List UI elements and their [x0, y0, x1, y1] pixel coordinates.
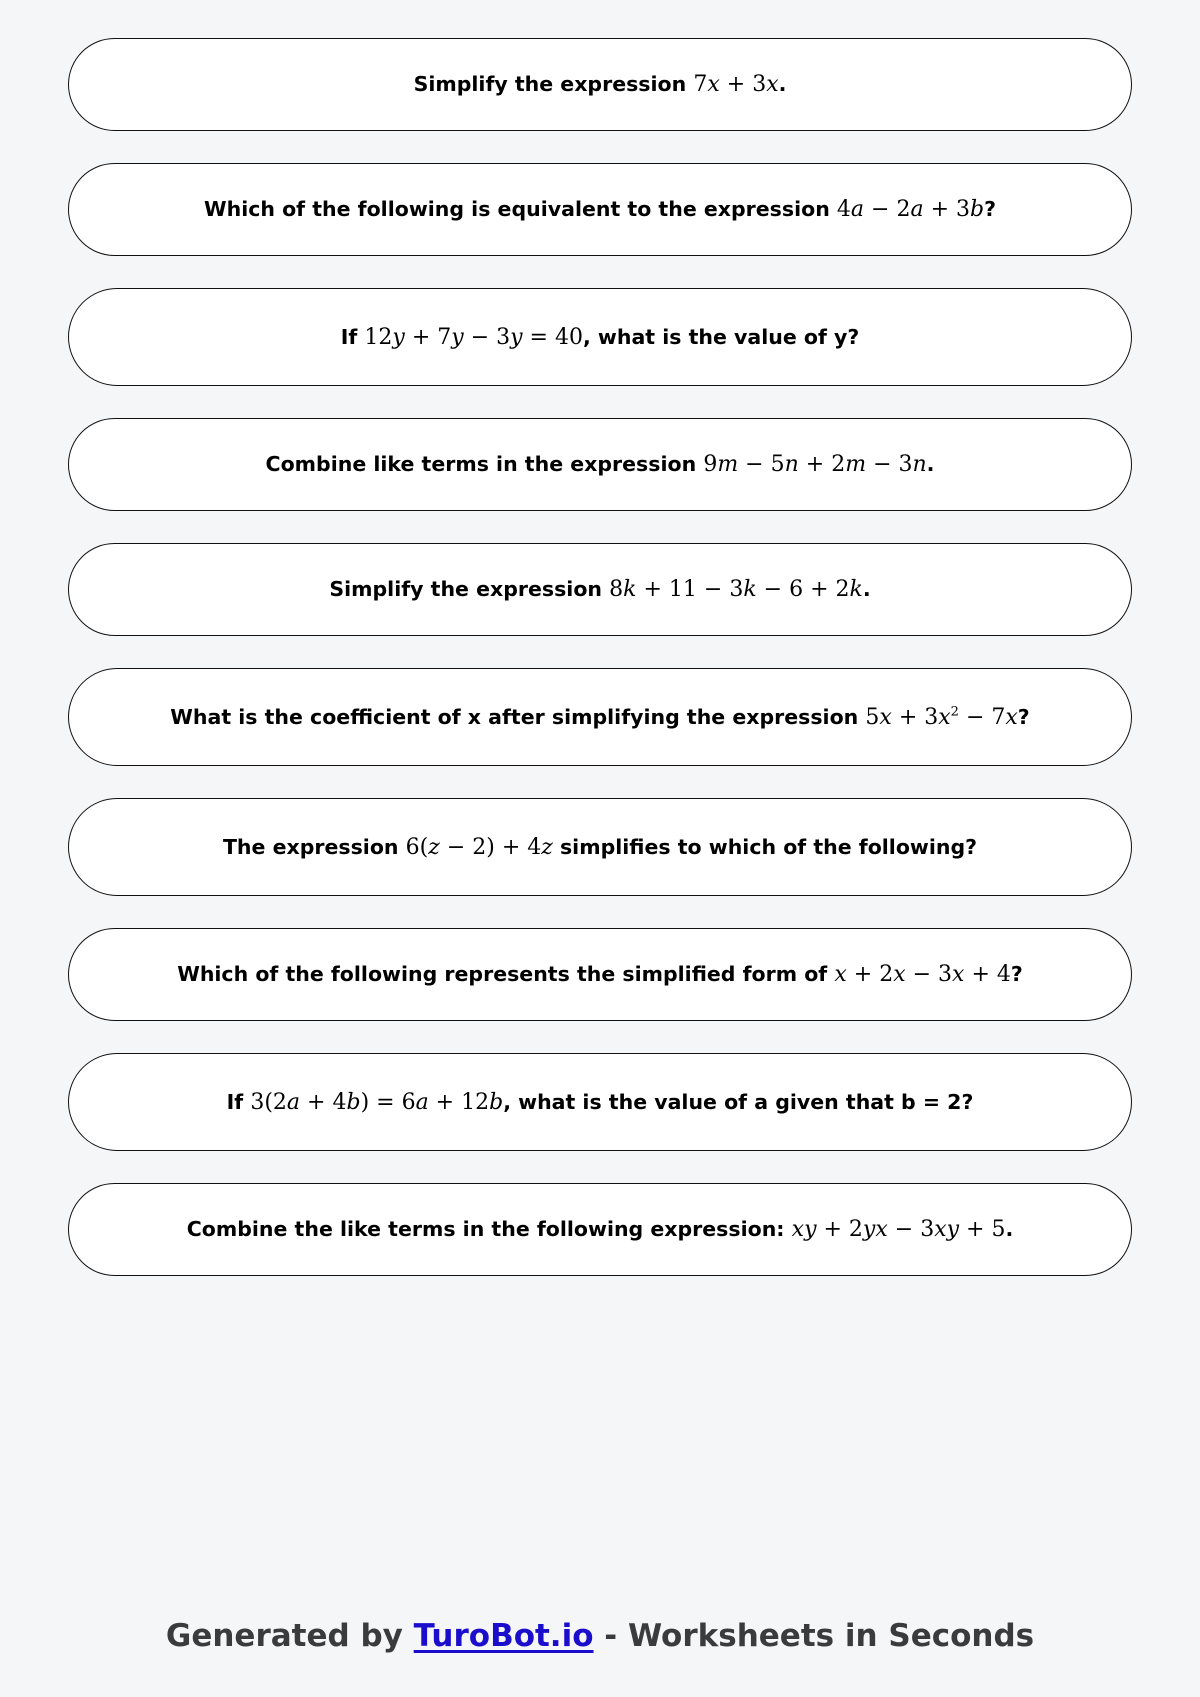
question-text: Combine like terms in the expression 9m − 5n + 2m − 3n.: [265, 452, 935, 477]
question-card-5: [68, 543, 1132, 636]
question-text: Combine the like terms in the following expression: xy + 2yx − 3xy + 5.: [186, 1217, 1014, 1242]
question-text: Simplify the expression 8k + 11 − 3k − 6 + 2k.: [329, 577, 871, 602]
math-expression: $5x + 3x^2 - 7x$: [865, 704, 1018, 730]
math-expression: 7x + 3x: [693, 72, 779, 97]
math-expression: 3(2a + 4b) = 6a + 12b: [250, 1089, 504, 1115]
question-card-8: [68, 928, 1132, 1021]
question-text: If 3(2a + 4b) = 6a + 12b, what is the value of a given that b = 2?: [226, 1089, 974, 1115]
question-card-6: [68, 668, 1132, 766]
question-list: [68, 38, 1132, 1308]
question-text: Simplify the expression 7x + 3x.: [413, 72, 787, 97]
math-expression: 4a − 2a + 3b: [836, 197, 985, 222]
math-expression: 6(z − 2) + 4z: [405, 834, 553, 860]
footer-suffix: - Worksheets in Seconds: [593, 1618, 1035, 1654]
math-expression: 9m − 5n + 2m − 3n: [703, 452, 927, 477]
question-card-7: [68, 798, 1132, 896]
question-card-4: [68, 418, 1132, 511]
question-text: The expression 6(z − 2) + 4z simplifies to which of the following?: [222, 834, 978, 860]
question-card-3: [68, 288, 1132, 386]
math-expression: x + 2x − 3x + 4: [834, 962, 1011, 987]
question-text: Which of the following represents the simplified form of x + 2x − 3x + 4?: [177, 962, 1023, 987]
question-card-2: [68, 163, 1132, 256]
question-card-1: [68, 38, 1132, 131]
footer: [0, 1618, 1200, 1654]
question-text: What is the coefficient of x after simplifying the expression $5x + 3x^2 - 7x$?: [170, 704, 1030, 730]
question-text: Which of the following is equivalent to the expression 4a − 2a + 3b?: [203, 197, 997, 222]
math-expression: xy + 2yx − 3xy + 5: [791, 1217, 1006, 1242]
question-text: If 12y + 7y − 3y = 40, what is the value of y?: [340, 324, 860, 350]
turobot-link[interactable]: TuroBot.io: [413, 1618, 594, 1654]
question-card-9: [68, 1053, 1132, 1151]
footer-prefix: Generated by: [165, 1618, 414, 1654]
question-card-10: [68, 1183, 1132, 1276]
math-expression: 12y + 7y − 3y = 40: [364, 324, 583, 350]
math-expression: 8k + 11 − 3k − 6 + 2k: [609, 577, 863, 602]
